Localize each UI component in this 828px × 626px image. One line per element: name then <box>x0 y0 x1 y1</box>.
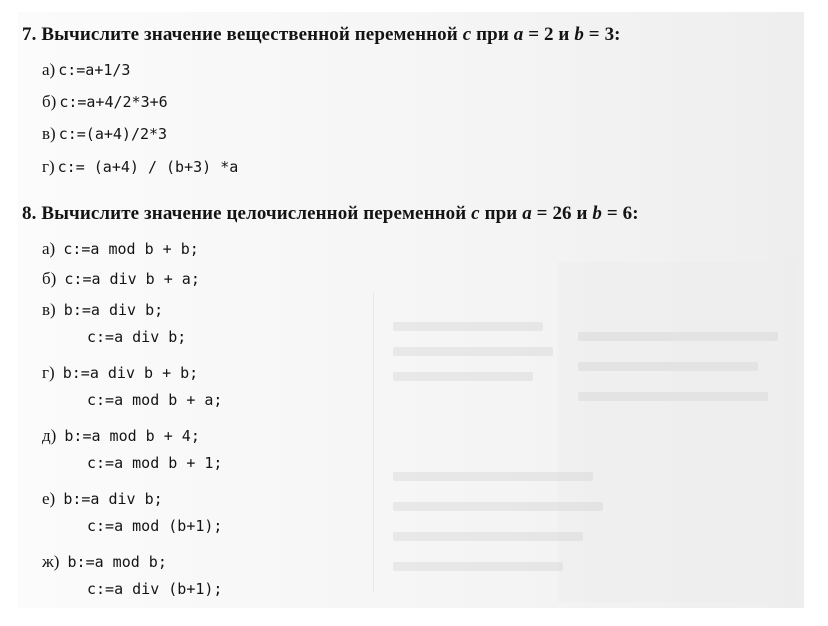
variable-b: b <box>592 203 602 224</box>
bleed-through-line <box>393 347 553 356</box>
b-value: = 3: <box>583 24 621 45</box>
bleed-through-line <box>393 322 543 331</box>
item-code: c:= (a+4) / (b+3) *a <box>57 158 239 176</box>
bleed-through-line <box>578 392 768 401</box>
variable-a: a <box>522 203 532 224</box>
variable-c: c <box>462 24 472 45</box>
item-code-second-line: c:=a mod b + a; <box>87 391 223 409</box>
item-code: b:=a div b + b; <box>62 364 199 382</box>
variable-a: a <box>513 24 524 45</box>
variable-c: c <box>471 203 480 224</box>
item-code: c:=a+1/3 <box>58 61 131 79</box>
task-8-item <box>42 552 167 572</box>
task-text: Вычислите значение вещественной переменной <box>41 24 458 45</box>
task-7-heading <box>22 24 621 46</box>
a-value: = 2 и <box>523 24 575 45</box>
task-text: Вычислите значение целочисленной переменной <box>41 203 467 224</box>
item-label: б) <box>42 92 57 111</box>
item-code: b:=a div b; <box>63 301 164 319</box>
item-label: в) <box>42 300 56 319</box>
item-code: b:=a mod b + 4; <box>64 427 200 445</box>
task-8-item <box>42 300 163 320</box>
task-7-item <box>42 124 167 144</box>
task-8-item <box>42 426 200 446</box>
item-code-second-line: c:=a div (b+1); <box>87 580 223 598</box>
item-label: г) <box>42 157 55 176</box>
item-code: c:=a div b + a; <box>64 270 200 288</box>
item-label: ж) <box>42 552 60 571</box>
item-code: c:=a+4/2*3+6 <box>59 93 168 111</box>
item-label: е) <box>42 489 56 508</box>
item-label: а) <box>42 60 56 79</box>
item-code-second-line: c:=a mod b + 1; <box>87 454 223 472</box>
item-code: b:=a div b; <box>63 490 163 508</box>
task-7-item <box>42 157 238 177</box>
condition-word: при <box>484 203 518 224</box>
variable-b: b <box>574 24 584 45</box>
task-8-item <box>42 363 198 383</box>
item-label: д) <box>42 426 57 445</box>
task-number: 7. <box>22 24 37 45</box>
task-8-item <box>42 489 163 509</box>
bleed-through-line <box>393 472 593 481</box>
item-code: b:=a mod b; <box>67 553 167 571</box>
b-value: = 6: <box>602 203 639 224</box>
item-code: c:=(a+4)/2*3 <box>58 125 168 143</box>
a-value: = 26 и <box>531 203 593 224</box>
task-8-item <box>42 269 200 289</box>
task-7-item <box>42 92 168 112</box>
task-number: 8. <box>22 203 37 224</box>
task-7-item <box>42 60 130 80</box>
bleed-through-line <box>578 362 758 371</box>
bleed-through-divider <box>373 292 564 592</box>
item-label: б) <box>42 269 57 288</box>
item-code-second-line: c:=a div b; <box>87 328 187 346</box>
item-label: а) <box>42 239 56 258</box>
condition-word: при <box>476 24 509 45</box>
bleed-through-column <box>558 262 798 602</box>
item-label: в) <box>42 124 56 143</box>
task-8-heading <box>22 203 639 225</box>
bleed-through-line <box>578 332 778 341</box>
bleed-through-line <box>393 532 583 541</box>
bleed-through-line <box>393 372 533 381</box>
item-label: г) <box>42 363 55 382</box>
item-code: c:=a mod b + b; <box>63 240 199 258</box>
item-code-second-line: c:=a mod (b+1); <box>87 517 223 535</box>
bleed-through-line <box>393 562 563 571</box>
task-8-item <box>42 239 199 259</box>
bleed-through-line <box>393 502 603 511</box>
